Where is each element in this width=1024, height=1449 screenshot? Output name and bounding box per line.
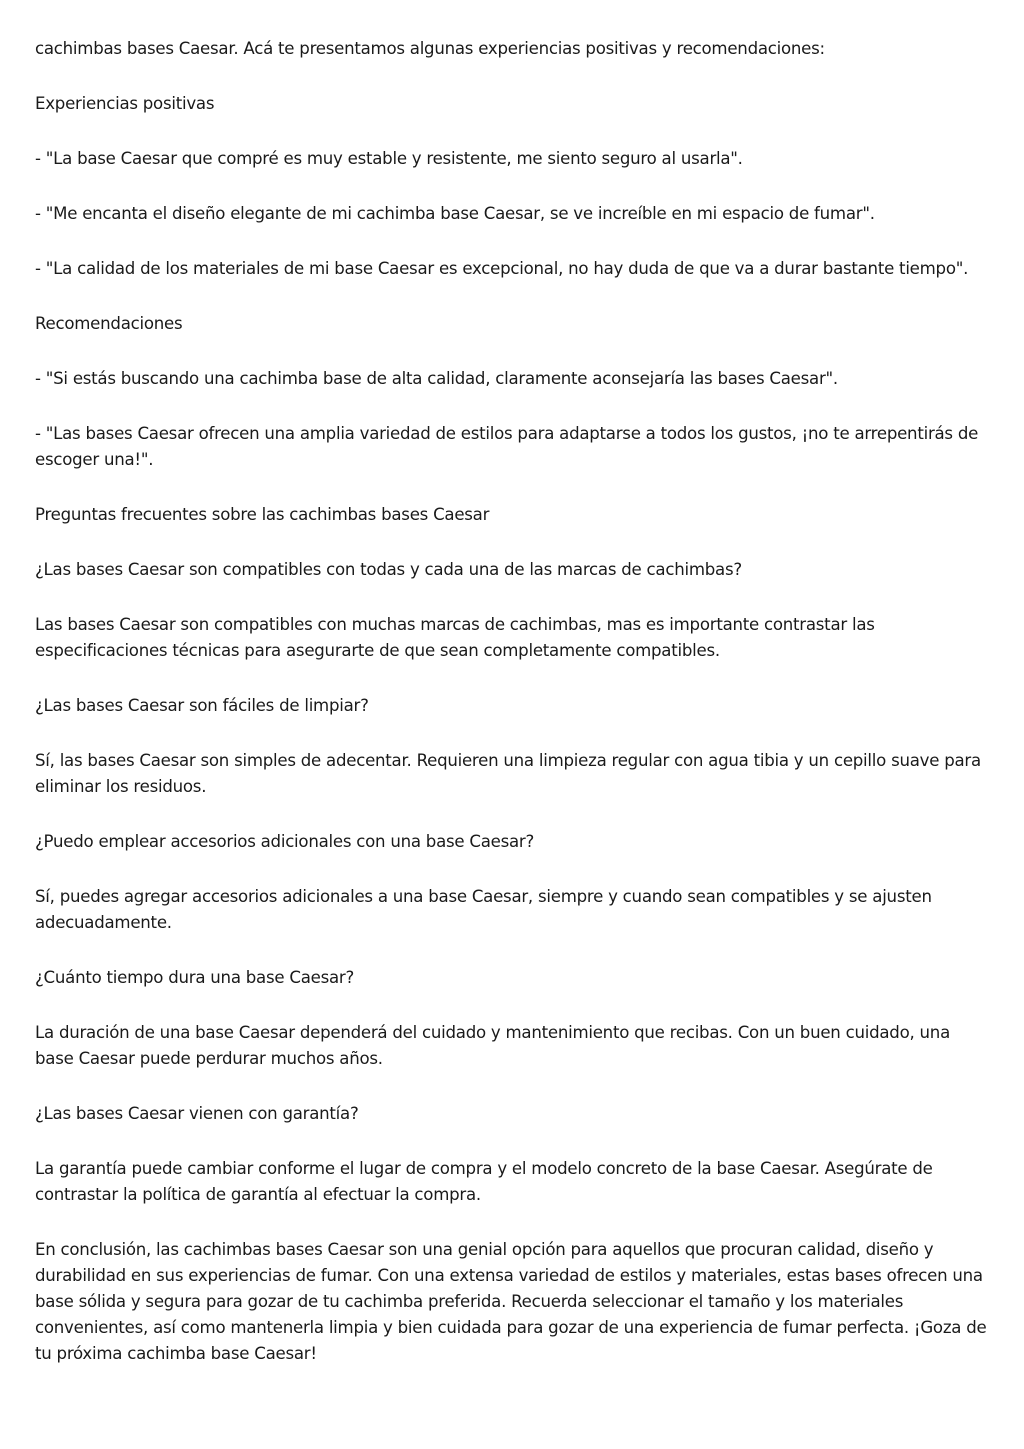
faq-answer-duration: La duración de una base Caesar dependerá del cuidado y mantenimiento que recibas. Con un buen cuidado, una base Caesar puede perdurar muchos años. [35,1023,950,1068]
recommendation-variety: - "Las bases Caesar ofrecen una amplia variedad de estilos para adaptarse a todos los gustos, ¡no te arrepentirás de escoger una!". [35,424,979,469]
testimonial-stable: - "La base Caesar que compré es muy estable y resistente, me siento seguro al usarla". [35,149,743,168]
faq-answer-accessories: Sí, puedes agregar accesorios adicionales a una base Caesar, siempre y cuando sean compatibles y se ajusten adecuadamente. [35,887,932,932]
faq-question-duration: ¿Cuánto tiempo dura una base Caesar? [35,968,355,987]
testimonial-materials: - "La calidad de los materiales de mi base Caesar es excepcional, no hay duda de que va a durar bastante tiempo". [35,259,969,278]
section-heading-recommendations: Recomendaciones [35,314,183,333]
intro-paragraph: cachimbas bases Caesar. Acá te presentamos algunas experiencias positivas y recomendaciones: [35,39,825,58]
faq-question-compatibility: ¿Las bases Caesar son compatibles con todas y cada una de las marcas de cachimbas? [35,560,742,579]
faq-question-warranty: ¿Las bases Caesar vienen con garantía? [35,1104,359,1123]
faq-answer-cleaning: Sí, las bases Caesar son simples de adecentar. Requieren una limpieza regular con agua tibia y un cepillo suave para eliminar los residuos. [35,751,981,796]
section-heading-faq: Preguntas frecuentes sobre las cachimbas bases Caesar [35,505,490,524]
faq-answer-warranty: La garantía puede cambiar conforme el lugar de compra y el modelo concreto de la base Caesar. Asegúrate de contrastar la política de garantía al efectuar la compra. [35,1159,933,1204]
section-heading-positive-experiences: Experiencias positivas [35,94,215,113]
faq-question-accessories: ¿Puedo emplear accesorios adicionales con una base Caesar? [35,832,535,851]
faq-answer-compatibility: Las bases Caesar son compatibles con muchas marcas de cachimbas, mas es importante contrastar las especificaciones técnicas para asegurarte de que sean completamente compatibles. [35,615,875,660]
testimonial-design: - "Me encanta el diseño elegante de mi cachimba base Caesar, se ve increíble en mi espacio de fumar". [35,204,875,223]
faq-question-cleaning: ¿Las bases Caesar son fáciles de limpiar? [35,696,369,715]
document-page [35,36,990,1396]
conclusion-paragraph: En conclusión, las cachimbas bases Caesar son una genial opción para aquellos que procuran calidad, diseño y durabilidad en sus experiencias de fumar. Con una extensa variedad de estilos y materiales, estas bases ofrecen una base sólida y segura para gozar de tu cachimba preferida. Recuerda seleccionar el tamaño y los materiales convenientes, así como mantenerla limpia y bien cuidada para gozar de una experiencia de fumar perfecta. ¡Goza de tu próxima cachimba base Caesar! [35,1240,987,1363]
recommendation-quality: - "Si estás buscando una cachimba base de alta calidad, claramente aconsejaría las bases Caesar". [35,369,838,388]
